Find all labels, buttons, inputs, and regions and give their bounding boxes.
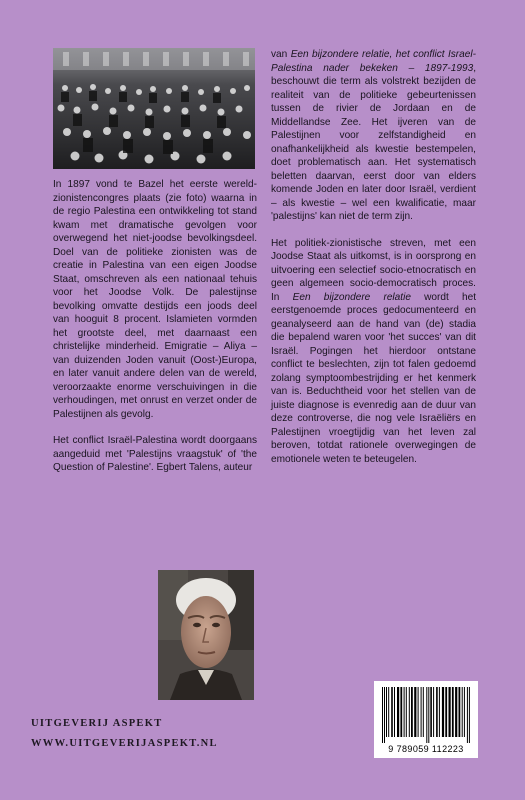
barcode-bar — [442, 687, 444, 737]
isbn-number: 9 789059 112223 — [388, 744, 464, 754]
barcode-bar — [423, 687, 424, 737]
barcode-bar — [426, 687, 427, 743]
barcode-bar — [404, 687, 405, 737]
barcode-bar — [382, 687, 383, 743]
right-paragraph-2 — [271, 237, 476, 467]
barcode-bar — [436, 687, 438, 737]
right-p2-lead: Het politiek-zionistische streven, met een Joodse Staat als uitkomst, is in oorsprong en uitvoering een selectief socio-etnocratisch en geen algemeen socio-democratisch proces. In — [271, 237, 476, 303]
barcode-bar — [464, 687, 465, 737]
barcode-bar — [411, 687, 413, 737]
book-title-italic: Een bijzondere relatie, het conflict Israel-Palestina nader bekeken – 1897-1993 — [271, 49, 476, 74]
isbn-barcode — [374, 681, 478, 758]
publisher-name: UITGEVERIJ ASPEKT — [31, 718, 163, 729]
barcode-bar — [386, 687, 387, 737]
book-title-italic-short: Een bijzondere relatie — [292, 291, 411, 303]
barcode-bar — [445, 687, 447, 737]
barcode-bar — [455, 687, 457, 737]
left-paragraph-2: Het conflict Israël-Palestina wordt doorgaans aangeduid met 'Palestijns vraagstuk' of 'the Question of Palestine'. Egbert Talens, auteur — [53, 435, 257, 473]
barcode-bar — [430, 687, 432, 737]
barcode-bars — [374, 687, 478, 747]
left-paragraph-1: In 1897 vond te Bazel het eerste wereld-zionistencongres plaats (zie foto) waarna in de regio Palestina een ontwikkeling tot stand kwam met dramatische gevolgen voor overwegend het niet-joodse bevolkingsdeel. Doel van de politieke zionisten was de creatie in Palestina van een eigen Joodse Staat, omschreven als een nationaal tehuis voor het Joodse Volk. De palestijnse bevolking omvatte destijds een joods deel van hooguit 8 procent. Islamieten vormden het grootste deel, met daarnaast een christelijke minderheid. Emigratie – Aliya – van duizenden Joden vanuit (Oost-)Europa, en later vanuit andere delen van de wereld, veroorzaakte enorme verschuivingen in die verhoudingen, met onrust en verzet onder de Palestijnen als gevolg. — [53, 179, 257, 420]
barcode-bar — [433, 687, 434, 737]
barcode-bar — [394, 687, 395, 737]
right-paragraph-1 — [271, 48, 476, 224]
barcode-bar — [418, 687, 419, 737]
barcode-bar — [414, 687, 416, 737]
barcode-bar — [409, 687, 410, 737]
publisher-url: WWW.UITGEVERIJASPEKT.NL — [31, 738, 218, 749]
barcode-bar — [462, 687, 463, 737]
barcode-bar — [406, 687, 407, 737]
right-p2-body: wordt het eerstgenoemde proces gedocumenteerd en geanalyseerd aan de hand van (de) stadia die bepalend waren voor 'het succes' van dit Israël. Pogingen het hierdoor ontstane conflict te beslechten, zijn tot falen gedoemd zolang symptoombestrijding er het kenmerk van is. Beduchtheid voor het stellen van de juiste diagnose is evenredig aan de duur van deze controverse, die nog vele Israëliërs en Palestijnen vroegtijdig van het leven zal beroven, totdat rationele overwegingen de emotionele weten te beteugelen. — [271, 291, 476, 465]
right-p1-lead: van — [271, 49, 291, 60]
barcode-bar — [400, 687, 402, 737]
barcode-bar — [428, 687, 429, 743]
left-text-column — [53, 178, 257, 488]
barcode-bar — [391, 687, 393, 737]
author-portrait-photo — [158, 570, 254, 700]
right-text-column — [271, 48, 476, 479]
barcode-bar — [467, 687, 468, 743]
barcode-bar — [384, 687, 385, 743]
barcode-bar — [449, 687, 451, 737]
crowd-photo — [53, 48, 255, 169]
barcode-bar — [459, 687, 461, 737]
barcode-bar — [452, 687, 454, 737]
barcode-bar — [388, 687, 389, 737]
barcode-bar — [421, 687, 422, 737]
barcode-bar — [397, 687, 399, 737]
right-p1-body: , beschouwt die term als volstrekt bezijden de realiteit van de politieke gebeurtenissen tussen de rivier de Jordaan en de Middellandse Zee. Het ijveren van de Palestijnen voor zelfstandigheid en onafhankelijkheid als kwestie bestempelen, doet problematisch aan. Het systematisch beletten daarvan, eerst door van elders komende Joden en later door Israël, verdient – als kwestie – wel een kwalificatie, maar 'palestijns' kan niet de term zijn. — [271, 62, 476, 222]
barcode-bar — [439, 687, 440, 737]
barcode-bar — [469, 687, 470, 743]
